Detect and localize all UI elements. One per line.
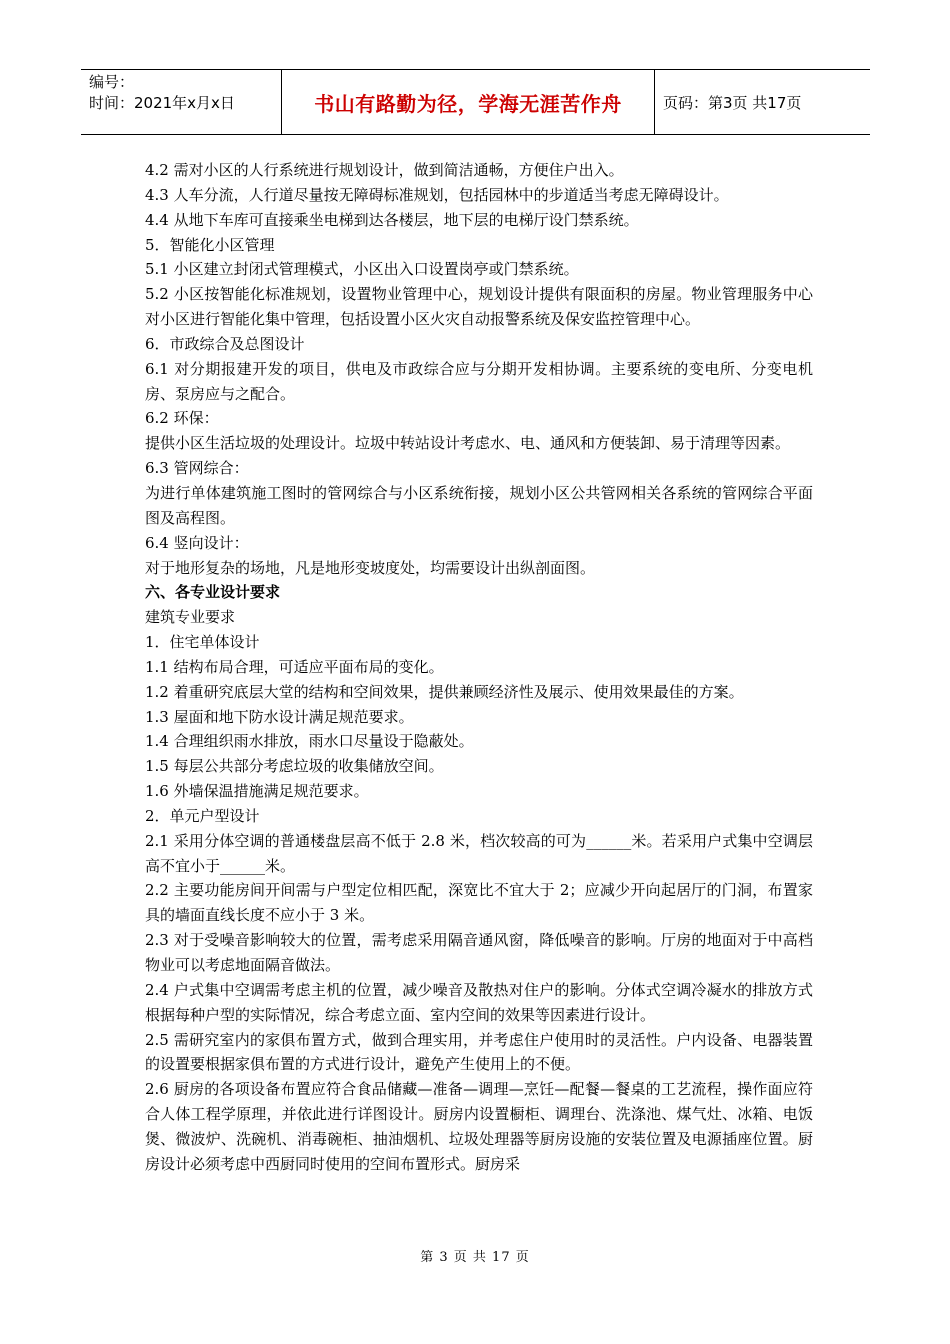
paragraph: 6.1 对分期报建开发的项目，供电及市政综合应与分期开发相协调。主要系统的变电所、分变电机房、泵房应与之配合。 <box>145 359 813 403</box>
paragraph: 2.2 主要功能房间开间需与户型定位相匹配，深宽比不宜大于 2；应减少开向起居厅的门洞，布置家具的墙面直线长度不应小于 3 米。 <box>145 881 813 925</box>
paragraph: 5．智能化小区管理 <box>145 235 275 254</box>
header-page-label: 页码：第3页 共17页 <box>663 93 802 112</box>
paragraph: 6.2 环保： <box>145 409 219 428</box>
paragraph: 1．住宅单体设计 <box>145 633 260 652</box>
paragraph: 4.4 从地下车库可直接乘坐电梯到达各楼层，地下层的电梯厅设门禁系统。 <box>145 210 639 229</box>
paragraph: 对于地形复杂的场地，凡是地形变坡度处，均需要设计出纵剖面图。 <box>145 558 596 577</box>
document-time-label: 时间：2021年x月x日 <box>89 94 235 112</box>
header-motto: 书山有路勤为径，学海无涯苦作舟 <box>281 70 655 134</box>
paragraph: 6.3 管网综合： <box>145 459 249 478</box>
paragraph: 为进行单体建筑施工图时的管网综合与小区系统衔接，规划小区公共管网相关各系统的管网综合平面图及高程图。 <box>145 483 813 527</box>
document-number-label: 编号： <box>89 73 135 91</box>
paragraph: 2.4 户式集中空调需考虑主机的位置，减少噪音及散热对住户的影响。分体式空调冷凝水的排放方式根据每种户型的实际情况，综合考虑立面、室内空间的效果等因素进行设计。 <box>145 980 813 1024</box>
paragraph: 4.3 人车分流，人行道尽量按无障碍标准规划，包括园林中的步道适当考虑无障碍设计。 <box>145 185 729 204</box>
paragraph: 建筑专业要求 <box>145 608 236 627</box>
paragraph: 1.1 结构布局合理，可适应平面布局的变化。 <box>145 657 444 676</box>
paragraph: 1.5 每层公共部分考虑垃圾的收集储放空间。 <box>145 757 444 776</box>
paragraph: 5.2 小区按智能化标准规划，设置物业管理中心，规划设计提供有限面积的房屋。物业管理服务中心对小区进行智能化集中管理，包括设置小区火灾自动报警系统及保安监控管理中心。 <box>145 285 813 329</box>
paragraph: 2．单元户型设计 <box>145 806 260 825</box>
page-footer: 第 3 页 共 17 页 <box>420 1250 530 1265</box>
paragraph: 提供小区生活垃圾的处理设计。垃圾中转站设计考虑水、电、通风和方便装卸、易于清理等因素。 <box>145 434 791 453</box>
paragraph: 6.4 竖向设计： <box>145 533 249 552</box>
paragraph: 6．市政综合及总图设计 <box>145 334 305 353</box>
paragraph: 1.3 屋面和地下防水设计满足规范要求。 <box>145 707 414 726</box>
paragraph: 4.2 需对小区的人行系统进行规划设计，做到简洁通畅，方便住户出入。 <box>145 161 624 179</box>
document-body <box>145 158 813 1177</box>
paragraph: 1.6 外墙保温措施满足规范要求。 <box>145 782 369 801</box>
paragraph: 2.3 对于受噪音影响较大的位置，需考虑采用隔音通风窗，降低噪音的影响。厅房的地面对于中高档物业可以考虑地面隔音做法。 <box>145 931 813 974</box>
paragraph: 2.6 厨房的各项设备布置应符合食品储藏—准备—调理—烹饪—配餐—餐桌的工艺流程，操作面应符合人体工程学原理，并依此进行详图设计。厨房内设置橱柜、调理台、洗涤池、煤气灶、冰箱、电饭煲、微波炉、洗碗机、消毒碗柜、抽油烟机、垃圾处理器等厨房设施的安装位置及电源插座位置。厨房设计必须考虑中西厨同时使用的空间布置形式。厨房采 <box>145 1080 813 1173</box>
page-header <box>81 69 870 135</box>
paragraph: 5.1 小区建立封闭式管理模式，小区出入口设置岗亭或门禁系统。 <box>145 260 579 279</box>
section-heading: 六、各专业设计要求 <box>145 583 281 602</box>
paragraph: 2.5 需研究室内的家俱布置方式，做到合理实用，并考虑住户使用时的灵活性。户内设备、电器装置的设置要根据家俱布置的方式进行设计，避免产生使用上的不便。 <box>145 1030 813 1074</box>
paragraph: 1.4 合理组织雨水排放，雨水口尽量设于隐蔽处。 <box>145 732 474 751</box>
paragraph: 1.2 着重研究底层大堂的结构和空间效果，提供兼顾经济性及展示、使用效果最佳的方案。 <box>145 682 744 701</box>
paragraph: 2.1 采用分体空调的普通楼盘层高不低于 2.8 米，档次较高的可为______米。若采用户式集中空调层高不宜小于______米。 <box>145 831 813 875</box>
header-left <box>81 70 281 134</box>
